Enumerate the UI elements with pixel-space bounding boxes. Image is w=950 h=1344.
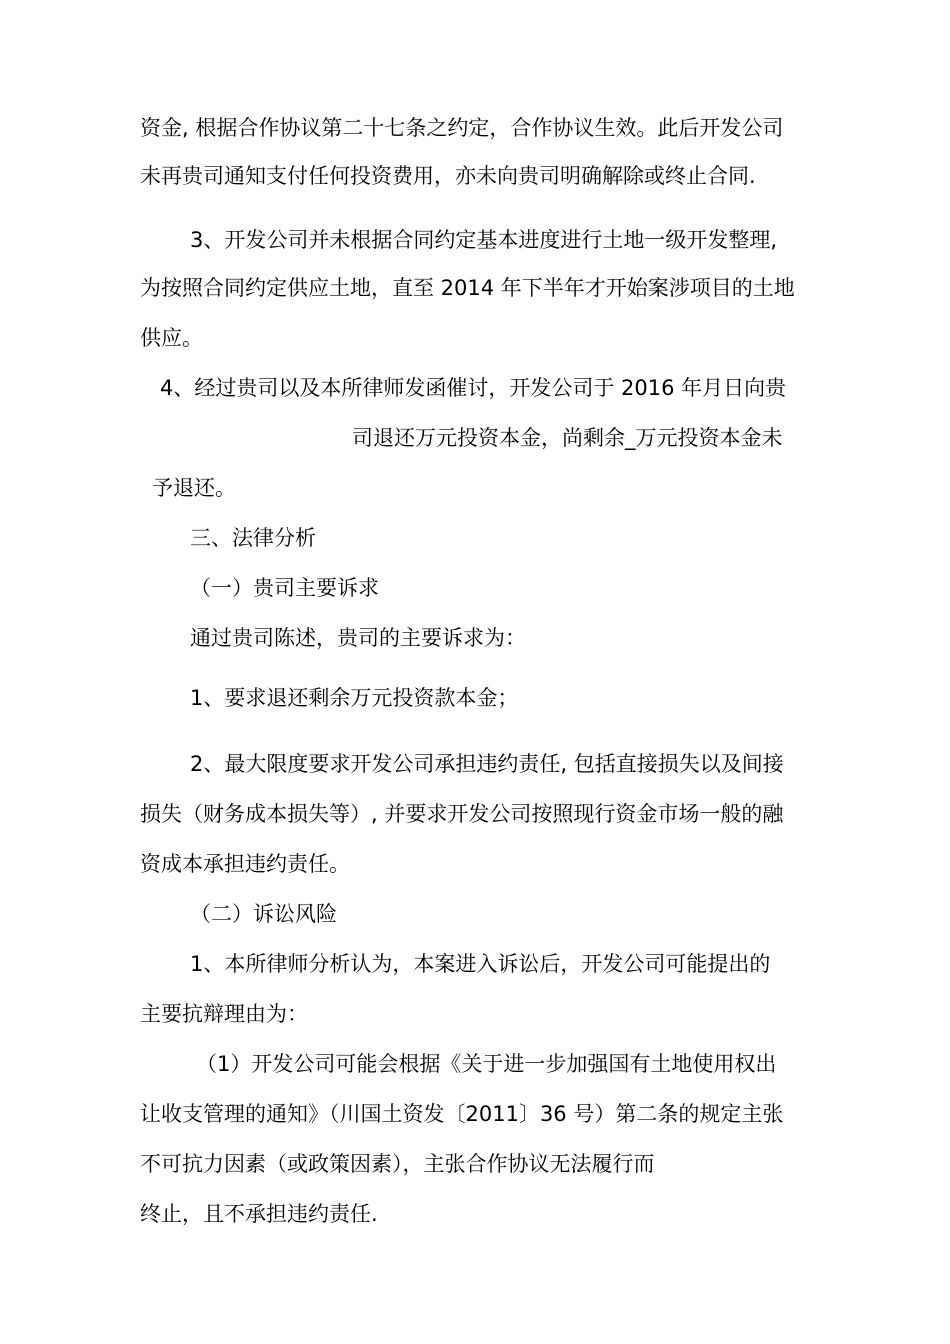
paragraph-2-line-1: 3、开发公司并未根据合同约定基本进度进行土地一级开发整理,	[190, 228, 778, 252]
paragraph-3-line-3: 予退还。	[152, 476, 236, 500]
paragraph-2-line-2: 为按照合同约定供应土地，直至 2014 年下半年才开始案涉项目的土地	[140, 276, 795, 300]
demand-2-line-1: 2、最大限度要求开发公司承担违约责任, 包括直接损失以及间接	[190, 752, 784, 776]
risk-1-item-1-line-2: 让收支管理的通知》（川国土资发〔2011〕36 号）第二条的规定主张	[140, 1102, 784, 1126]
risk-1-item-1-line-3: 不可抗力因素（或政策因素），主张合作协议无法履行而	[140, 1152, 655, 1176]
paragraph-1-line-1: 资金, 根据合作协议第二十七条之约定，合作协议生效。此后开发公司	[140, 116, 784, 140]
paragraph-1-line-2: 未再贵司通知支付任何投资费用，亦未向贵司明确解除或终止合同.	[140, 164, 756, 188]
demand-1: 1、要求退还剩余万元投资款本金；	[190, 686, 519, 710]
demand-2-line-2: 损失（财务成本损失等）, 并要求开发公司按照现行资金市场一般的融	[140, 802, 784, 826]
sub-heading-1: （一）贵司主要诉求	[190, 576, 379, 600]
risk-1-item-1-line-1: （1）开发公司可能会根据《关于进一步加强国有土地使用权出	[196, 1052, 777, 1076]
paragraph-2-line-3: 供应。	[140, 326, 203, 350]
risk-1-line-1: 1、本所律师分析认为，本案进入诉讼后，开发公司可能提出的	[190, 952, 771, 976]
section-heading: 三、法律分析	[190, 526, 316, 550]
intro-text: 通过贵司陈述，贵司的主要诉求为：	[190, 626, 526, 650]
risk-1-line-2: 主要抗辩理由为：	[140, 1002, 308, 1026]
demand-2-line-3: 资成本承担违约责任。	[140, 852, 350, 876]
paragraph-3-line-2: 司退还万元投资本金，尚剩余_万元投资本金未	[352, 426, 783, 450]
paragraph-3-line-1: 4、经过贵司以及本所律师发函催讨，开发公司于 2016 年月日向贵	[160, 376, 787, 400]
sub-heading-2: （二）诉讼风险	[190, 902, 337, 926]
risk-1-item-1-line-4: 终止，且不承担违约责任.	[140, 1202, 378, 1226]
